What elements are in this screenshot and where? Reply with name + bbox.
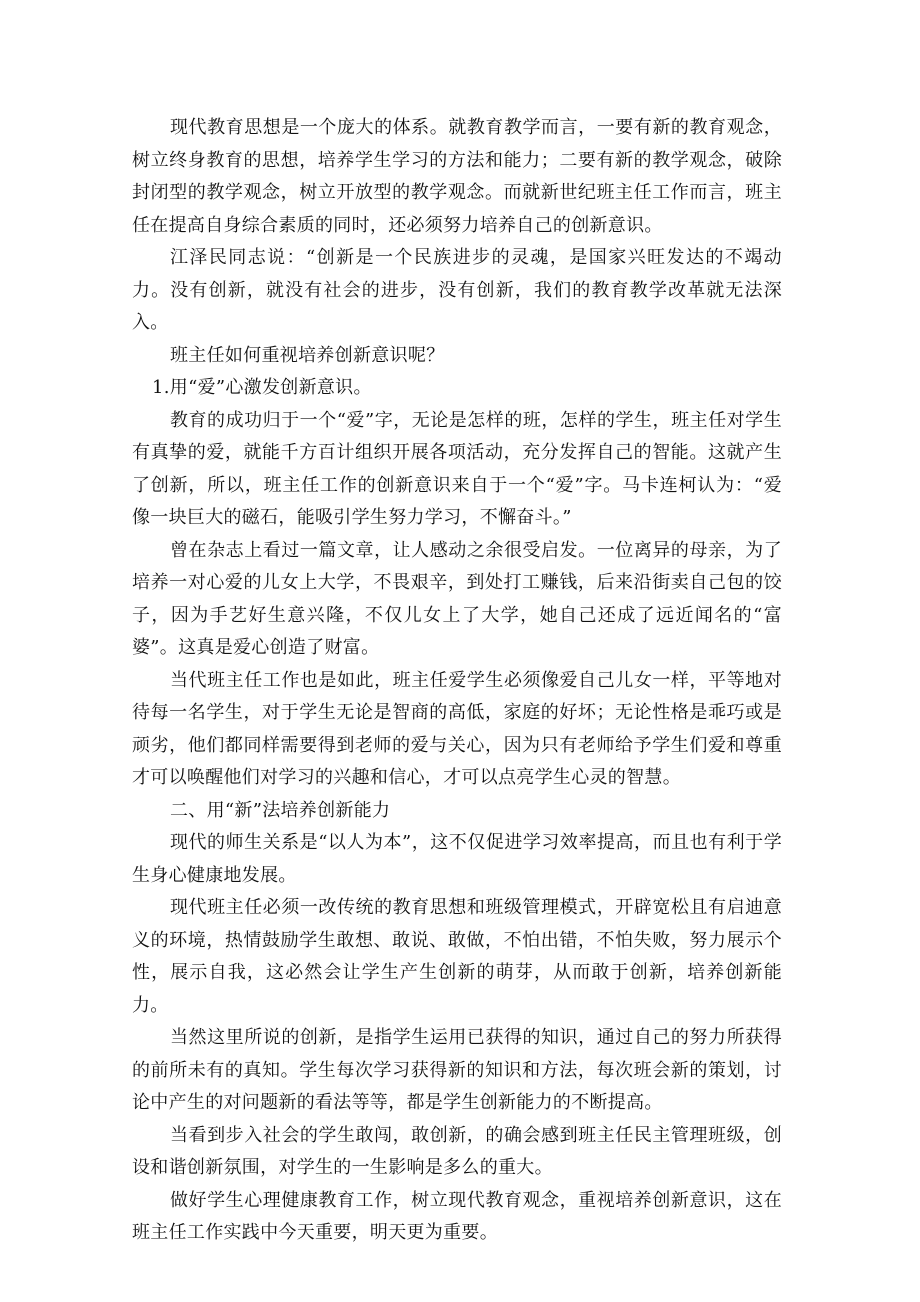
paragraph-11: 当然这里所说的创新，是指学生运用已获得的知识，通过自己的努力所获得的前所未有的真知。学生每次学习获得新的知识和方法，每次班会新的策划，讨论中产生的对问题新的看法等等，都是学生创新能力的不断提高。 xyxy=(132,1027,782,1113)
paragraph-2: 江泽民同志说：“创新是一个民族进步的灵魂，是国家兴旺发达的不竭动力。没有创新，就没有社会的进步，没有创新，我们的教育教学改革就无法深入。 xyxy=(132,247,782,333)
paragraph-10: 现代班主任必须一改传统的教育思想和班级管理模式，开辟宽松且有启迪意义的环境，热情鼓励学生敢想、敢说、敢做，不怕出错，不怕失败，努力展示个性，展示自我，这必然会让学生产生创新的萌芽，从而敢于创新，培养创新能力。 xyxy=(132,897,782,1016)
paragraph-3: 班主任如何重视培养创新意识呢？ xyxy=(170,344,445,366)
paragraph-7: 当代班主任工作也是如此，班主任爱学生必须像爱自己儿女一样，平等地对待每一名学生，对于学生无论是智商的高低，家庭的好坏；无论性格是乖巧或是顽劣，他们都同样需要得到老师的爱与关心，因为只有老师给予学生们爱和尊重才可以唤醒他们对学习的兴趣和信心，才可以点亮学生心灵的智慧。 xyxy=(132,669,782,788)
paragraph-13: 做好学生心理健康教育工作，树立现代教育观念，重视培养创新意识，这在班主任工作实践中今天重要，明天更为重要。 xyxy=(132,1189,782,1243)
paragraph-4: 1.用“爱”心激发创新意识。 xyxy=(152,377,372,398)
paragraph-9: 现代的师生关系是“以人为本”，这不仅促进学习效率提高，而且也有利于学生身心健康地发展。 xyxy=(132,832,782,886)
paragraph-1: 现代教育思想是一个庞大的体系。就教育教学而言，一要有新的教育观念，树立终身教育的思想，培养学生学习的方法和能力；二要有新的教学观念，破除封闭型的教学观念，树立开放型的教学观念。而就新世纪班主任工作而言，班主任在提高自身综合素质的同时，还必须努力培养自己的创新意识。 xyxy=(132,117,782,236)
paragraph-12: 当看到步入社会的学生敢闯，敢创新，的确会感到班主任民主管理班级，创设和谐创新氛围，对学生的一生影响是多么的重大。 xyxy=(132,1124,782,1178)
paragraph-5: 教育的成功归于一个“爱”字，无论是怎样的班，怎样的学生，班主任对学生有真挚的爱，就能千方百计组织开展各项活动，充分发挥自己的智能。这就产生了创新，所以，班主任工作的创新意识来自于一个“爱”字。马卡连柯认为：“爱像一块巨大的磁石，能吸引学生努力学习，不懈奋斗。” xyxy=(132,409,782,528)
paragraph-8: 二、用“新”法培养创新能力 xyxy=(170,799,391,821)
document-body xyxy=(132,112,782,1250)
paragraph-6: 曾在杂志上看过一篇文章，让人感动之余很受启发。一位离异的母亲，为了培养一对心爱的儿女上大学，不畏艰辛，到处打工赚钱，后来沿街卖自己包的饺子，因为手艺好生意兴隆，不仅儿女上了大学，她自己还成了远近闻名的“富婆”。这真是爱心创造了财富。 xyxy=(132,539,782,658)
